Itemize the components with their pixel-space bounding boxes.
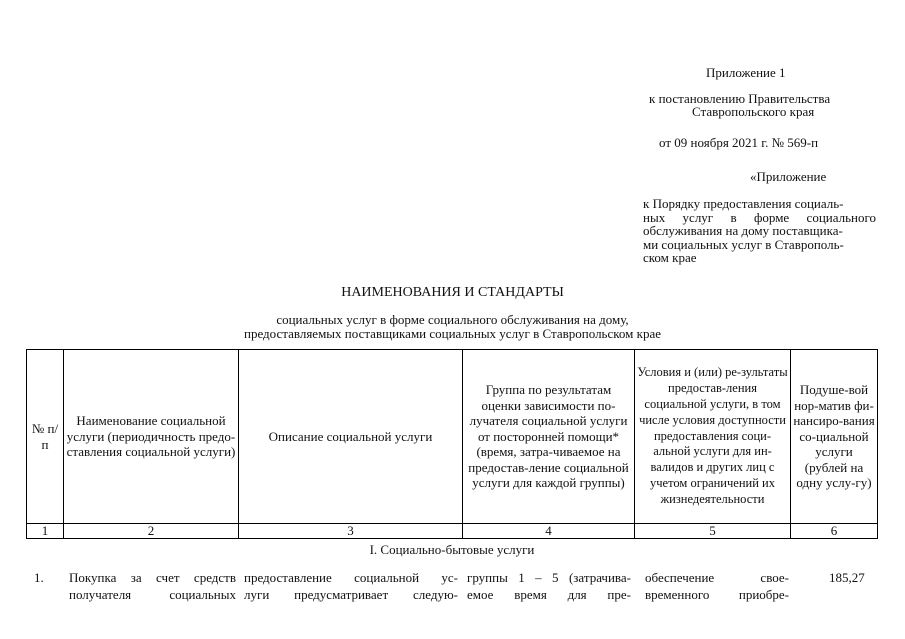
document-subtitle	[0, 313, 905, 340]
appendix-number: Приложение 1	[706, 65, 786, 80]
row1-name-line: получателя социальных	[69, 587, 236, 602]
document-title: НАИМЕНОВАНИЯ И СТАНДАРТЫ	[341, 285, 564, 300]
header-service-name: Наименование социальной услуги (периодичность предо-ставления социальной услуги)	[64, 350, 239, 524]
row1-cond-line: обеспечение свое-	[645, 570, 789, 585]
standards-table	[26, 349, 878, 560]
section-title: I. Социально-бытовые услуги	[369, 541, 535, 557]
column-number: 2	[64, 524, 239, 539]
resolution-date-number: от 09 ноября 2021 г. № 569-п	[659, 135, 819, 150]
subtitle-line: социальных услуг в форме социального обслуживания на дому,	[276, 312, 629, 327]
header-number: № п/п	[27, 350, 64, 524]
column-number: 3	[239, 524, 463, 539]
row1-group	[467, 569, 631, 603]
column-number: 1	[27, 524, 64, 539]
header-conditions: Условия и (или) ре-зультаты предостав-ления социальной услуги, в том числе условия доступности предоставления соци-альной услуги для ин-валидов и других лиц с учетом ограничений их жизнедеятельности	[635, 350, 791, 524]
column-number: 5	[635, 524, 791, 539]
row1-cond-line: временного приобре-	[645, 587, 789, 602]
column-number: 4	[463, 524, 635, 539]
row1-desc-line: предоставление социальной ус-	[244, 570, 458, 585]
header-description: Описание социальной услуги	[239, 350, 463, 524]
row1-conditions	[645, 569, 789, 603]
row1-number: 1.	[34, 570, 44, 585]
table-header-row	[27, 350, 878, 524]
row1-description	[244, 569, 458, 603]
row1-group-line: емое время для пре-	[467, 587, 631, 602]
resolution-line-2: Ставропольского края	[692, 104, 815, 119]
inner-appendix: «Приложение	[750, 169, 827, 184]
order-reference	[643, 197, 876, 265]
order-line: к Порядку предоставления социаль-	[643, 196, 844, 211]
column-number: 6	[791, 524, 878, 539]
order-line: ми социальных услуг в Ставрополь-	[643, 236, 844, 252]
column-numbers-row	[27, 524, 878, 539]
row1-price: 185,27	[829, 570, 865, 585]
section-row	[27, 539, 878, 561]
order-line: ском крае	[643, 250, 697, 266]
row1-desc-line: луги предусматривает следую-	[244, 587, 458, 602]
header-dependency-group: Группа по результатам оценки зависимости по-лучателя социальной услуги от посторонней помощи* (время, затра-чиваемое на предостав-ление социальной услуги для каждой группы)	[463, 350, 635, 524]
subtitle-line: предоставляемых поставщиками социальных услуг в Ставропольском крае	[244, 325, 661, 341]
row1-service-name	[69, 569, 236, 603]
resolution-line-1: к постановлению Правительства	[649, 91, 831, 106]
order-line: обслуживания на дому поставщика-	[643, 223, 843, 239]
row1-group-line: группы 1 – 5 (затрачива-	[467, 570, 631, 585]
row1-name-line: Покупка за счет средств	[69, 570, 236, 585]
order-line: ных услуг в форме социального	[643, 209, 876, 225]
header-financing-norm: Подуше-вой нор-матив фи-нансиро-вания со-циальной услуги (рублей на одну услу-гу)	[791, 350, 878, 524]
